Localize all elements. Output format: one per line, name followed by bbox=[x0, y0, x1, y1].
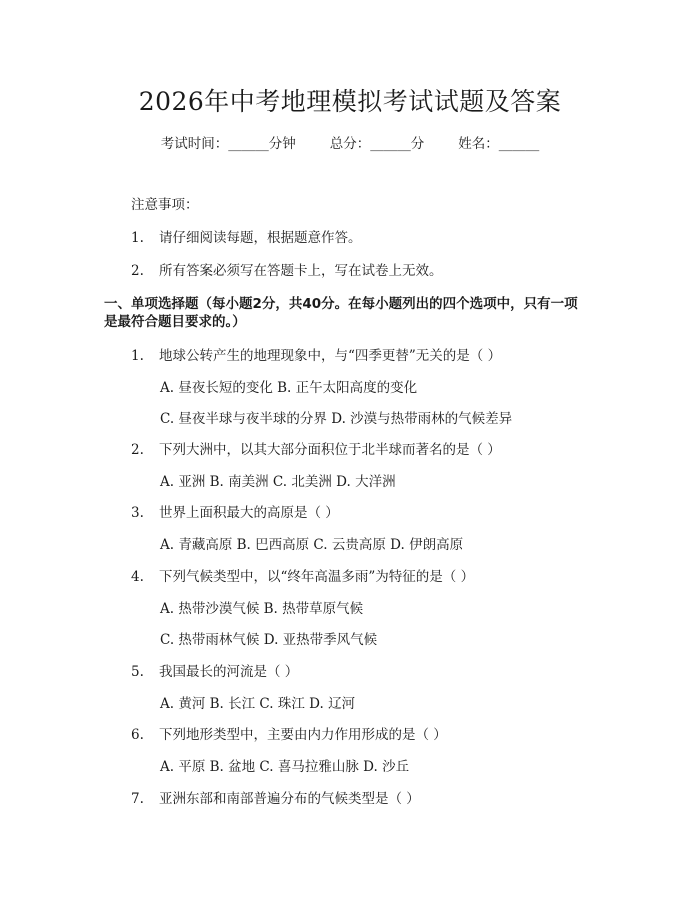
section-heading-line2: 是最符合题目要求的。） bbox=[104, 314, 246, 330]
exam-meta bbox=[0, 132, 700, 152]
name-label: 姓名： bbox=[458, 136, 499, 152]
question-options: A. 亚洲 B. 南美洲 C. 北美洲 D. 大洋洲 bbox=[160, 474, 396, 490]
question: 5. 我国最长的河流是（ ） bbox=[131, 664, 299, 680]
notice-item: 2. 所有答案必须写在答题卡上，写在试卷上无效。 bbox=[131, 263, 443, 279]
time-label: 考试时间： bbox=[160, 136, 229, 152]
score-blank: ______分 bbox=[370, 136, 425, 152]
question-options: A. 黄河 B. 长江 C. 珠江 D. 辽河 bbox=[160, 696, 356, 712]
question-options: A. 青藏高原 B. 巴西高原 C. 云贵高原 D. 伊朗高原 bbox=[160, 537, 464, 553]
question-options: A. 平原 B. 盆地 C. 喜马拉雅山脉 D. 沙丘 bbox=[160, 759, 410, 775]
question-options: C. 昼夜半球与夜半球的分界 D. 沙漠与热带雨林的气候差异 bbox=[160, 411, 513, 427]
name-blank: ______ bbox=[498, 136, 540, 152]
page-title: 2026年中考地理模拟考试试题及答案 bbox=[138, 87, 562, 116]
question: 3. 世界上面积最大的高原是（ ） bbox=[131, 505, 339, 521]
question: 4. 下列气候类型中，以“终年高温多雨”为特征的是（ ） bbox=[131, 569, 475, 585]
question: 6. 下列地形类型中，主要由内力作用形成的是（ ） bbox=[131, 727, 447, 743]
question-options: A. 热带沙漠气候 B. 热带草原气候 bbox=[160, 601, 364, 617]
notice-heading: 注意事项： bbox=[131, 197, 199, 213]
score-label: 总分： bbox=[329, 136, 371, 152]
question: 7. 亚洲东部和南部普遍分布的气候类型是（ ） bbox=[131, 791, 420, 807]
question: 1. 地球公转产生的地理现象中，与“四季更替”无关的是（ ） bbox=[131, 348, 502, 364]
question-options: A. 昼夜长短的变化 B. 正午太阳高度的变化 bbox=[160, 380, 418, 396]
notice-item: 1. 请仔细阅读每题，根据题意作答。 bbox=[131, 230, 362, 246]
section-heading-line1: 一、单项选择题（每小题2分，共40分。在每小题列出的四个选项中，只有一项 bbox=[104, 296, 578, 312]
question: 2. 下列大洲中，以其大部分面积位于北半球而著名的是（ ） bbox=[131, 442, 501, 458]
time-blank: ______分钟 bbox=[228, 136, 296, 152]
question-options: C. 热带雨林气候 D. 亚热带季风气候 bbox=[160, 632, 378, 648]
